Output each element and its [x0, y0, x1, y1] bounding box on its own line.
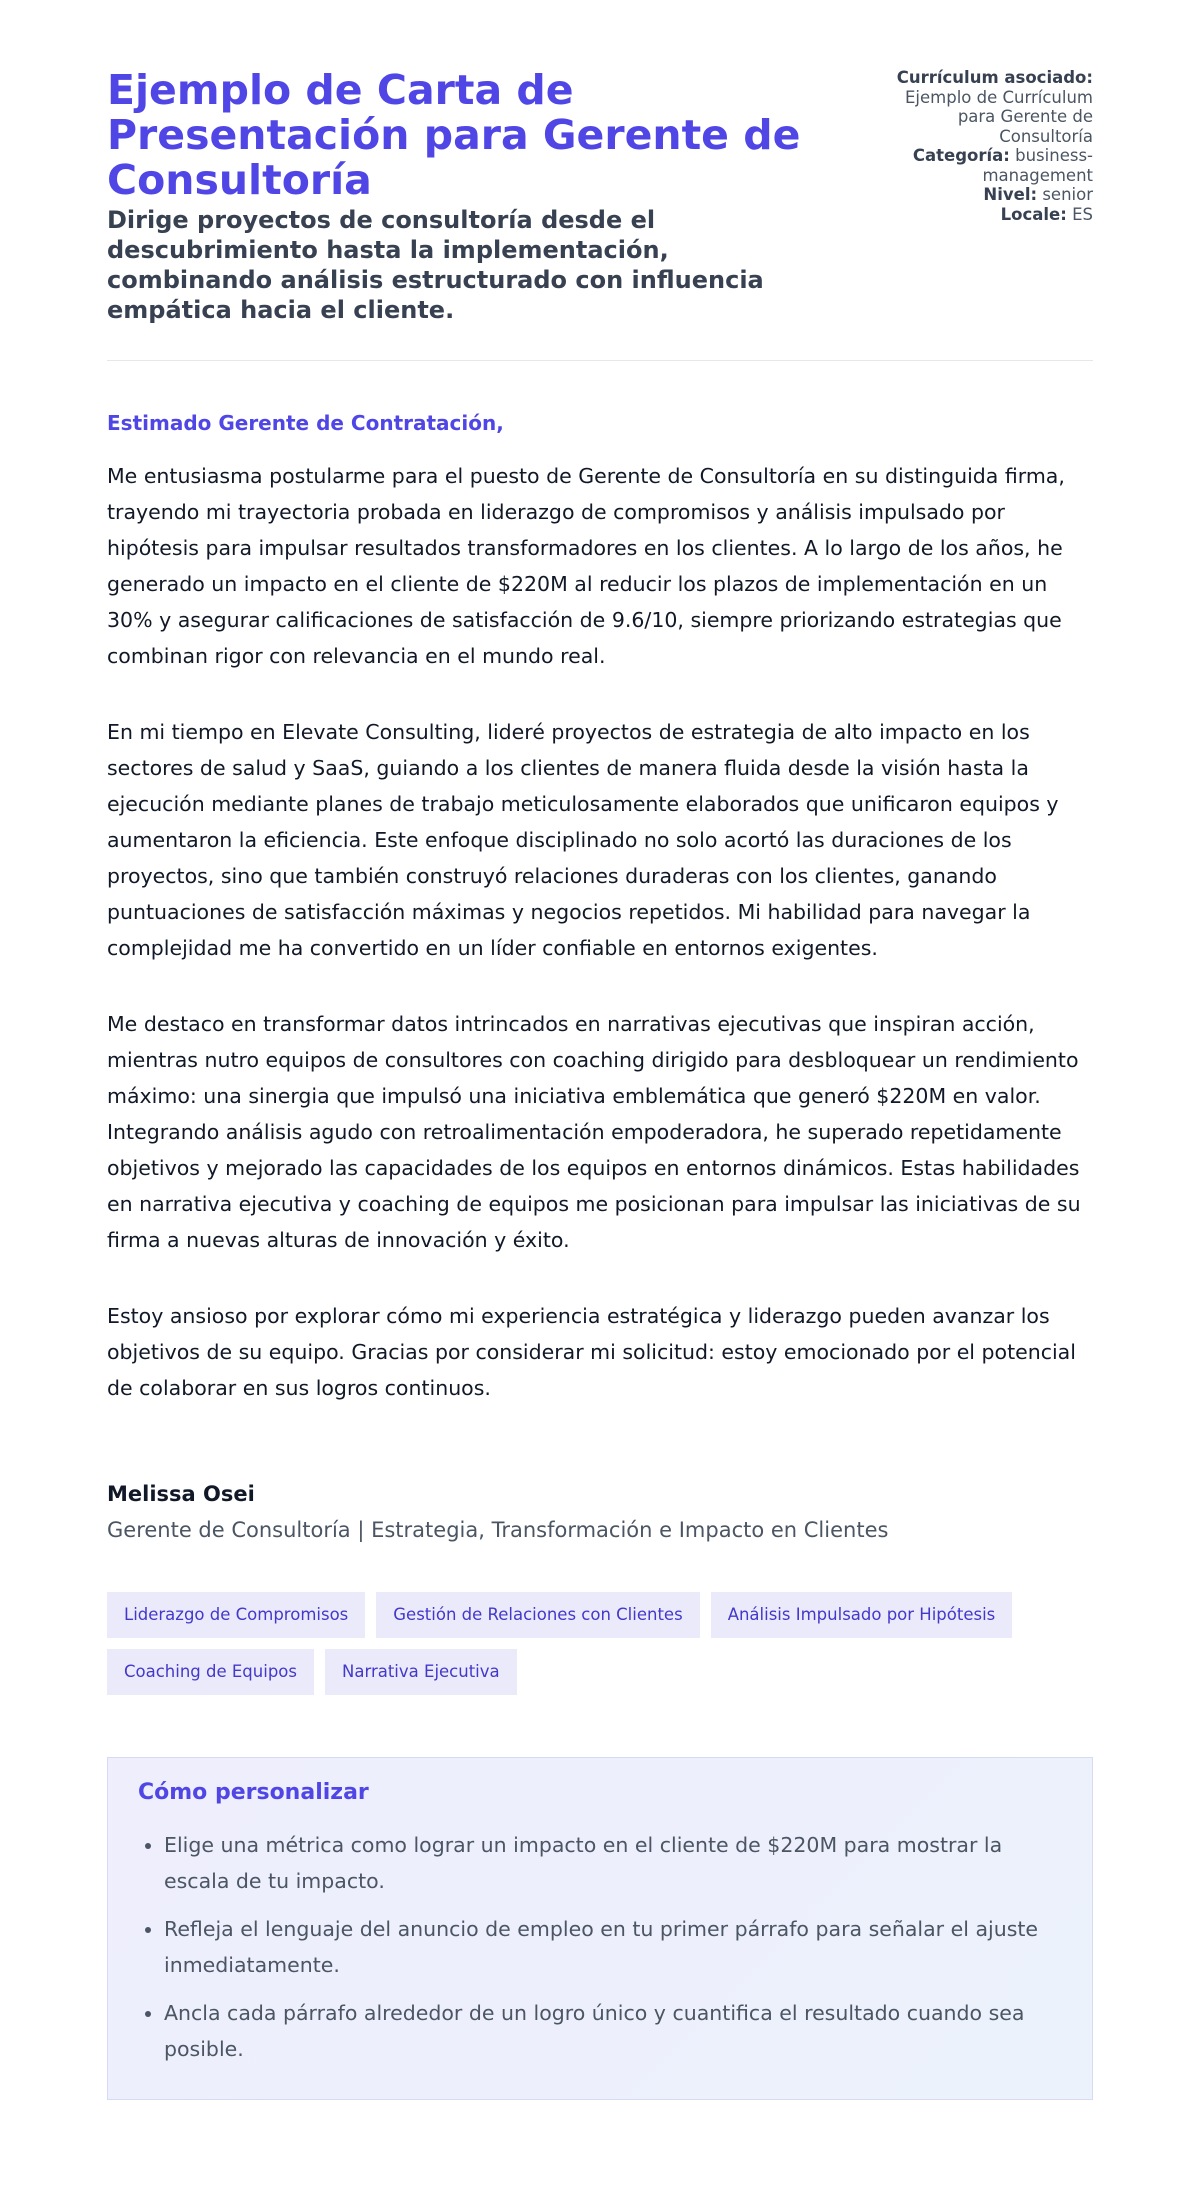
meta-resume: [863, 68, 1093, 146]
signature-role: Gerente de Consultoría | Estrategia, Transformación e Impacto en Clientes: [107, 1518, 889, 1542]
tip-item: • Refleja el lenguaje del anuncio de empleo en tu primer párrafo para señalar el ajuste inmediatamente.: [164, 1911, 1062, 1983]
meta-category-value: business-management: [982, 146, 1093, 185]
meta-resume-value[interactable]: Ejemplo de Currículum para Gerente de Consultoría: [905, 87, 1093, 146]
meta-level-value: senior: [1042, 185, 1093, 204]
page-title: Ejemplo de Carta de Presentación para Gerente de Consultoría: [107, 66, 801, 204]
letter-paragraph-3: Me destaco en transformar datos intrincados en narrativas ejecutivas que inspiran acción, mientras nutro equipos de consultores con coaching dirigido para desbloquear un rendimiento máximo: una sinergia que impulsó una iniciativa emblemática que generó $220M en valor. Integrando análisis agudo con retroalimentación empoderadora, he superado repetidamente objetivos y mejorado las capacidades de los equipos en entornos dinámicos. Estas habilidades en narrativa ejecutiva y coaching de equipos me posicionan para impulsar las iniciativas de su firma a nuevas alturas de innovación y éxito.: [107, 1012, 1081, 1252]
signature-block: [107, 1482, 1093, 1542]
skill-tag: Liderazgo de Compromisos: [107, 1592, 365, 1638]
letter-paragraph-2: En mi tiempo en Elevate Consulting, lideré proyectos de estrategia de alto impacto en los sectores de salud y SaaS, guiando a los clientes de manera fluida desde la visión hasta la ejecución mediante planes de trabajo meticulosamente elaborados que unificaron equipos y aumentaron la eficiencia. Este enfoque disciplinado no solo acortó las duraciones de los proyectos, sino que también construyó relaciones duraderas con los clientes, ganando puntuaciones de satisfacción máximas y negocios repetidos. Mi habilidad para navegar la complejidad me ha convertido en un líder confiable en entornos exigentes.: [107, 720, 1059, 960]
letter-paragraph-1: Me entusiasma postularme para el puesto de Gerente de Consultoría en su distinguida firma, trayendo mi trayectoria probada en liderazgo de compromisos y análisis impulsado por hipótesis para impulsar resultados transformadores en los clientes. A lo largo de los años, he generado un impacto en el cliente de $220M al reducir los plazos de implementación en un 30% y asegurar calificaciones de satisfacción de 9.6/10, siempre priorizando estrategias que combinan rigor con relevancia en el mundo real.: [107, 464, 1065, 668]
skill-tag: Gestión de Relaciones con Clientes: [376, 1592, 699, 1638]
tip-item: • Elige una métrica como lograr un impacto en el cliente de $220M para mostrar la escala de tu impacto.: [164, 1827, 1062, 1899]
meta-locale: [863, 205, 1093, 225]
skill-tag: Análisis Impulsado por Hipótesis: [711, 1592, 1013, 1638]
header-titles: [107, 68, 827, 325]
meta-level-label: Nivel:: [983, 185, 1038, 204]
customization-tips: [107, 1757, 1093, 2100]
tip-item: • Ancla cada párrafo alrededor de un logro único y cuantifica el resultado cuando sea posible.: [164, 1995, 1062, 2067]
page-header: [107, 68, 1093, 325]
meta-category: [863, 146, 1093, 185]
meta-locale-value: ES: [1072, 204, 1093, 224]
letter-body: [107, 411, 1093, 1406]
meta-panel: [863, 68, 1093, 224]
skill-tag: Coaching de Equipos: [107, 1649, 314, 1695]
meta-category-label: Categoría:: [912, 146, 1010, 165]
tips-list: [138, 1827, 1062, 2067]
skill-tag: Narrativa Ejecutiva: [325, 1649, 517, 1695]
meta-level: [863, 185, 1093, 205]
tips-title: Cómo personalizar: [138, 1780, 369, 1805]
header-divider: [107, 360, 1093, 361]
letter-paragraph-4: Estoy ansioso por explorar cómo mi experiencia estratégica y liderazgo pueden avanzar los objetivos de su equipo. Gracias por considerar mi solicitud: estoy emocionado por el potencial de colaborar en sus logros continuos.: [107, 1304, 1076, 1400]
page-subtitle: Dirige proyectos de consultoría desde el descubrimiento hasta la implementación, combinando análisis estructurado con influencia empática hacia el cliente.: [107, 206, 764, 324]
skill-tags: [107, 1592, 1097, 1695]
meta-resume-label: Currículum asociado:: [896, 68, 1093, 87]
meta-locale-label: Locale:: [1000, 204, 1067, 224]
signature-name: Melissa Osei: [107, 1482, 255, 1506]
letter-greeting: Estimado Gerente de Contratación,: [107, 411, 504, 435]
